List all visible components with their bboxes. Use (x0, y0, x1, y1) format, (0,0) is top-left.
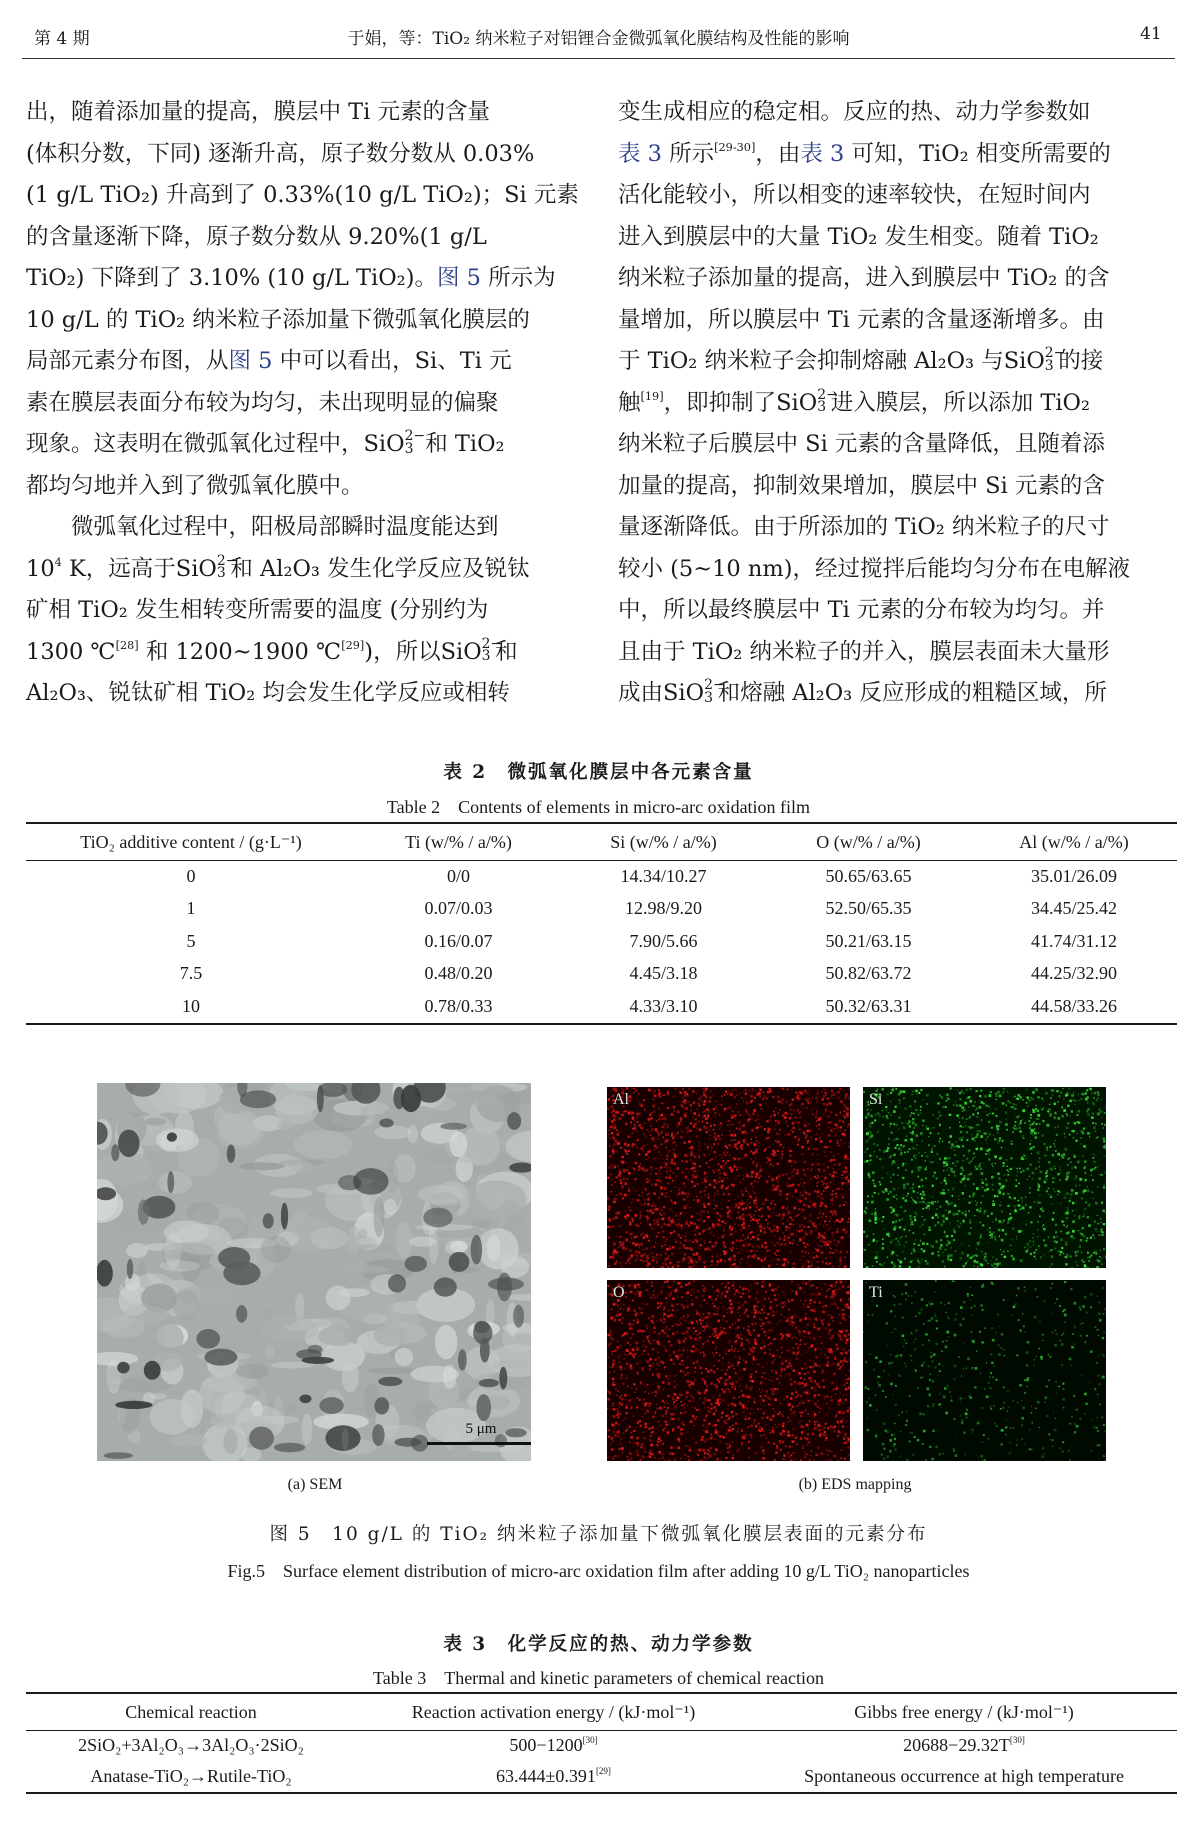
table-cell: 0 (186, 865, 196, 886)
citation[interactable]: [29] (341, 638, 365, 652)
table-cell: 50.82/63.72 (825, 963, 912, 984)
text-line: 活化能较小，所以相变的速率较快，在短时间内 (618, 182, 1091, 208)
header-rule (22, 58, 1175, 59)
page-number: 41 (1140, 24, 1162, 44)
panel-label: Ti (869, 1284, 883, 1301)
table2 (26, 824, 1177, 1023)
table-cell: 7.5 (179, 963, 203, 984)
table3-header-rule (26, 1730, 1177, 1731)
subcaption-b: (b) EDS mapping (798, 1476, 912, 1493)
table-cell: 10 (182, 995, 200, 1016)
table2-caption-zh: 表 2 微弧氧化膜层中各元素含量 (443, 762, 754, 783)
column-header: Gibbs free energy / (kJ·mol⁻¹) (854, 1701, 1074, 1722)
text-line: 局部元素分布图，从图 5 中可以看出，Si、Ti 元 (26, 348, 512, 374)
table-cell: 50.65/63.65 (825, 865, 912, 886)
text-line: (体积分数，下同) 逐渐升高，原子数分数从 0.03% (26, 140, 535, 167)
table-cell: Anatase-TiO₂→Rutile-TiO₂ (90, 1766, 292, 1786)
table-cell: 0.48/0.20 (424, 963, 493, 984)
column-header: Chemical reaction (125, 1701, 257, 1722)
table2-caption-en: Table 2 Contents of elements in micro-arc oxidation film (386, 797, 811, 817)
table-cell: 50.32/63.31 (825, 995, 912, 1016)
table-cell: 20688−29.32T[30] (903, 1734, 1025, 1755)
table-row (26, 860, 1177, 893)
text-line: $10^4$ K，远高于SiO 2− 3 和 Al₂O₃ 发生化学反应及锐钛 (26, 549, 581, 591)
silicate-ion: SiO 2− 3 (663, 677, 725, 706)
text-line: 量增加，所以膜层中 Ti 元素的含量逐渐增多。由 (618, 306, 1105, 333)
table-cell: 2SiO₂+3Al₂O₃→3Al₂O₃·2SiO₂ (78, 1735, 304, 1755)
table-row (26, 1761, 1177, 1792)
table3-caption-zh: 表 3 化学反应的热、动力学参数 (443, 1634, 754, 1655)
text-line: 较小 (5~10 nm)，经过搅拌后能均匀分布在电解液 (618, 555, 1130, 582)
table-cell: 12.98/9.20 (624, 898, 702, 919)
text-line: 加量的提高，抑制效果增加，膜层中 Si 元素的含 (618, 472, 1105, 499)
table-cell: 41.74/31.12 (1030, 930, 1117, 951)
table3-caption-en: Table 3 Thermal and kinetic parameters of chemical reaction (372, 1668, 825, 1688)
table-cell: 7.90/5.66 (629, 930, 698, 951)
figure-link[interactable]: 图 5 (436, 265, 481, 291)
citation[interactable]: [19] (640, 389, 664, 403)
text-line: 成由SiO 2− 3 和熔融 Al₂O₃ 反应形成的粗糙区域，所 (618, 673, 1173, 715)
text-line: 素在膜层表面分布较为均匀，未出现明显的偏聚 (26, 389, 499, 416)
table-cell: 50.21/63.15 (825, 930, 912, 951)
text-line: 微弧氧化过程中，阳极局部瞬时温度能达到 (71, 514, 499, 540)
table2-bottom-rule (26, 1023, 1177, 1025)
exponent: 4 (54, 555, 62, 569)
figure5-caption-zh: 图 5 10 g/L 的 TiO₂ 纳米粒子添加量下微弧氧化膜层表面的元素分布 (269, 1524, 928, 1545)
eds-map-al (607, 1087, 850, 1268)
column-header: Si (w/% / a/%) (610, 831, 717, 852)
citation[interactable]: [30] (1009, 1734, 1025, 1745)
table-row (26, 1730, 1177, 1761)
text-line: 于 TiO₂ 纳米粒子会抑制熔融 Al₂O₃ 与SiO 2− 3 的接 (618, 341, 1173, 383)
citation[interactable]: [30] (582, 1734, 598, 1745)
panel-label: O (613, 1284, 625, 1301)
table-cell: 0.07/0.03 (424, 898, 493, 919)
text-line: 表 3 所示[29-30]，由表 3 可知，TiO₂ 相变所需要的 (618, 140, 1111, 167)
column-header: TiO₂ additive content / (g·L⁻¹) (80, 831, 302, 852)
eds-map-si (863, 1087, 1106, 1268)
column-header: O (w/% / a/%) (816, 831, 921, 852)
left-column (26, 92, 581, 715)
silicate-ion: SiO 2− 3 (1003, 345, 1066, 374)
table-row (26, 990, 1177, 1023)
text-line: 中，所以最终膜层中 Ti 元素的分布较为均匀。并 (618, 597, 1105, 623)
table-cell: 52.50/65.35 (825, 898, 912, 919)
table-cell: 0.78/0.33 (424, 995, 493, 1016)
scale-bar (427, 1442, 531, 1445)
table-cell: 1 (186, 898, 196, 919)
text-line: 的含量逐渐下降，原子数分数从 9.20%(1 g/L (26, 223, 487, 250)
silicate-ion: SiO 2− 3 (776, 386, 838, 416)
table-row (26, 893, 1177, 926)
silicate-ion: SiO 2− 3 (175, 552, 238, 582)
text-line: 1300 ℃[28] 和 1200~1900 ℃[29])，所以SiO 2− 3 和 (26, 632, 581, 674)
text-line: 10 g/L 的 TiO₂ 纳米粒子添加量下微弧氧化膜层的 (26, 306, 530, 333)
table3-bottom-rule (26, 1792, 1177, 1794)
column-header: Reaction activation energy / (kJ·mol⁻¹) (411, 1701, 696, 1722)
eds-map-ti (863, 1280, 1106, 1461)
table-cell: 63.444±0.391[29] (496, 1765, 611, 1786)
text-line: 变生成相应的稳定相。反应的热、动力学参数如 (618, 99, 1091, 125)
table2-header-rule (26, 860, 1177, 861)
column-header: Al (w/% / a/%) (1019, 831, 1129, 852)
text-line: TiO₂) 下降到了 3.10% (10 g/L TiO₂)。图 5 所示为 (26, 265, 556, 291)
table-cell: 44.25/32.90 (1030, 963, 1117, 984)
table-link[interactable]: 表 3 (618, 140, 662, 167)
table-cell: 0/0 (446, 865, 470, 886)
table-cell: 4.33/3.10 (629, 995, 698, 1016)
table3 (26, 1694, 1177, 1792)
text-line: 且由于 TiO₂ 纳米粒子的并入，膜层表面未大量形 (618, 638, 1110, 665)
text-line: Al₂O₃、锐钛矿相 TiO₂ 均会发生化学反应或相转 (26, 680, 510, 706)
text-line: 纳米粒子后膜层中 Si 元素的含量降低，且随着添 (618, 431, 1105, 457)
panel-label: Si (869, 1091, 883, 1108)
table-cell: 0.16/0.07 (424, 930, 493, 951)
table-row (26, 958, 1177, 991)
text-line: 都均匀地并入到了微弧氧化膜中。 (26, 472, 364, 499)
table-cell: 4.45/3.18 (629, 963, 698, 984)
running-title: 于娟，等：TiO₂ 纳米粒子对铝锂合金微弧氧化膜结构及性能的影响 (347, 29, 850, 49)
text-line: 进入到膜层中的大量 TiO₂ 发生相变。随着 TiO₂ (618, 223, 1099, 250)
table-row (26, 925, 1177, 958)
citation[interactable]: [29] (595, 1765, 611, 1776)
column-header: Ti (w/% / a/%) (405, 831, 512, 852)
citation[interactable]: [28] (115, 638, 139, 652)
text-line: (1 g/L TiO₂) 升高到了 0.33%(10 g/L TiO₂)；Si 元素 (26, 182, 579, 208)
table-cell: 34.45/25.42 (1030, 898, 1117, 919)
text-line: 矿相 TiO₂ 发生相转变所需要的温度 (分别约为 (26, 597, 489, 623)
table-cell: 500−1200[30] (509, 1734, 598, 1755)
scale-bar-label: 5 μm (465, 1421, 497, 1437)
sem-image (97, 1083, 531, 1461)
text-line: 触[19]，即抑制了SiO 2− 3 进入膜层，所以添加 TiO₂ (618, 383, 1173, 425)
table-cell: 14.34/10.27 (620, 865, 707, 886)
panel-label: Al (613, 1091, 629, 1108)
figure5-caption-en: Fig.5 Surface element distribution of micro-arc oxidation film after adding 10 g/L TiO₂ nanoparticles (227, 1561, 970, 1581)
text-line: 现象。这表明在微弧氧化过程中，SiO 2− 3 和 TiO₂ (26, 424, 581, 466)
text-line: 纳米粒子添加量的提高，进入到膜层中 TiO₂ 的含 (618, 265, 1110, 291)
table-cell: Spontaneous occurrence at high temperature (804, 1766, 1124, 1786)
text-line: 量逐渐降低。由于所添加的 TiO₂ 纳米粒子的尺寸 (618, 514, 1110, 540)
citation[interactable]: [29-30] (714, 140, 756, 154)
silicate-ion: SiO 2− 3 (440, 635, 503, 665)
text-line: 出，随着添加量的提高，膜层中 Ti 元素的含量 (26, 99, 491, 125)
table-link[interactable]: 表 3 (800, 140, 845, 167)
right-column (618, 92, 1173, 715)
table-cell: 44.58/33.26 (1030, 995, 1117, 1016)
table-cell: 5 (186, 930, 196, 951)
issue-number: 第 4 期 (34, 29, 90, 49)
subcaption-a: (a) SEM (287, 1476, 343, 1493)
eds-map-o (607, 1280, 850, 1461)
table-cell: 35.01/26.09 (1030, 865, 1117, 886)
silicate-ion: SiO 2− 3 (363, 428, 426, 457)
figure-link[interactable]: 图 5 (228, 348, 273, 374)
